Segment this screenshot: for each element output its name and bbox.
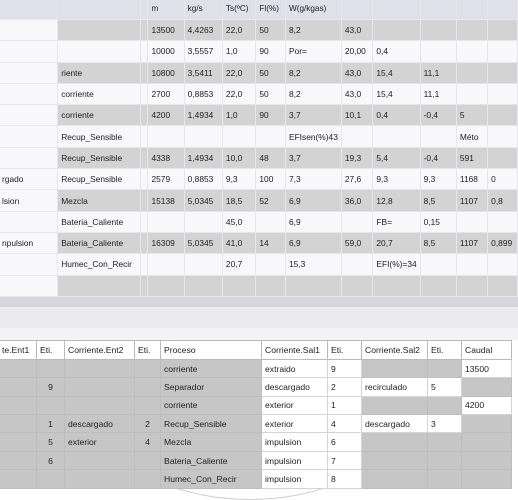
table-cell[interactable] bbox=[141, 190, 148, 211]
table-row[interactable] bbox=[0, 20, 518, 41]
table-cell[interactable]: 591 bbox=[456, 147, 487, 168]
table-cell[interactable]: Recup_Sensible bbox=[161, 415, 262, 433]
table-cell[interactable]: 6,9 bbox=[285, 211, 341, 232]
table-cell[interactable] bbox=[141, 41, 148, 62]
table-cell[interactable]: 3,5411 bbox=[184, 62, 222, 83]
table-cell[interactable] bbox=[135, 378, 161, 396]
table-cell[interactable]: lsion bbox=[0, 190, 58, 211]
table-cell[interactable] bbox=[184, 275, 222, 296]
table-cell[interactable] bbox=[362, 451, 428, 469]
table-cell[interactable] bbox=[0, 62, 58, 83]
table-cell[interactable] bbox=[462, 378, 512, 396]
table-cell[interactable] bbox=[0, 470, 37, 488]
column-header[interactable]: Corriente.Sal2 bbox=[362, 340, 428, 359]
table-cell[interactable] bbox=[256, 211, 286, 232]
table-cell[interactable]: 9,3 bbox=[222, 169, 255, 190]
table-cell[interactable]: Mezcla bbox=[58, 190, 141, 211]
table-cell[interactable]: 10000 bbox=[148, 41, 184, 62]
table-cell[interactable] bbox=[341, 126, 373, 147]
table-cell[interactable]: descargado bbox=[362, 415, 428, 433]
table-cell[interactable]: Recup_Sensible bbox=[58, 169, 141, 190]
table-cell[interactable]: EFI(%)=34 bbox=[373, 254, 420, 275]
column-header[interactable]: Ts(ºC) bbox=[222, 0, 255, 20]
table-cell[interactable] bbox=[488, 20, 518, 41]
table-cell[interactable] bbox=[256, 126, 286, 147]
table-cell[interactable]: exterior bbox=[262, 396, 328, 414]
table-cell[interactable]: Recup_Sensible bbox=[58, 147, 141, 168]
table-cell[interactable]: 1,4934 bbox=[184, 147, 222, 168]
table-cell[interactable]: 20,00 bbox=[341, 41, 373, 62]
table-cell[interactable] bbox=[65, 470, 135, 488]
table-cell[interactable]: 90 bbox=[256, 41, 286, 62]
table-cell[interactable]: 1,4934 bbox=[184, 105, 222, 126]
table-cell[interactable]: 4338 bbox=[148, 147, 184, 168]
table-cell[interactable] bbox=[362, 433, 428, 451]
table-cell[interactable]: Recup_Sensible bbox=[58, 126, 141, 147]
table-row[interactable] bbox=[0, 211, 518, 232]
table-cell[interactable]: 7 bbox=[328, 451, 362, 469]
table-cell[interactable] bbox=[456, 62, 487, 83]
table-cell[interactable]: 0 bbox=[488, 169, 518, 190]
table-cell[interactable] bbox=[488, 254, 518, 275]
table-cell[interactable]: 90 bbox=[256, 105, 286, 126]
table-cell[interactable]: 2 bbox=[328, 378, 362, 396]
table-cell[interactable] bbox=[341, 275, 373, 296]
column-header[interactable]: Caudal bbox=[462, 340, 512, 359]
table-cell[interactable] bbox=[462, 415, 512, 433]
table-cell[interactable]: 0,15 bbox=[420, 211, 456, 232]
table-row[interactable] bbox=[0, 378, 512, 396]
table-cell[interactable]: 3 bbox=[428, 415, 462, 433]
table-cell[interactable]: rgado bbox=[0, 169, 58, 190]
table-cell[interactable]: 4200 bbox=[148, 105, 184, 126]
table-cell[interactable] bbox=[362, 470, 428, 488]
table-cell[interactable] bbox=[0, 105, 58, 126]
table-cell[interactable]: 43,0 bbox=[341, 62, 373, 83]
table-cell[interactable] bbox=[285, 275, 341, 296]
table-cell[interactable]: 4 bbox=[135, 433, 161, 451]
table-row[interactable] bbox=[0, 105, 518, 126]
table-cell[interactable] bbox=[420, 41, 456, 62]
table-row[interactable] bbox=[0, 190, 518, 211]
column-header[interactable]: Corriente.Sal1 bbox=[262, 340, 328, 359]
table-cell[interactable]: 8,2 bbox=[285, 83, 341, 104]
table-cell[interactable]: 27,6 bbox=[341, 169, 373, 190]
table-cell[interactable]: impulsion bbox=[262, 451, 328, 469]
column-header[interactable] bbox=[488, 0, 518, 20]
table-row[interactable] bbox=[0, 232, 518, 253]
table-cell[interactable] bbox=[141, 275, 148, 296]
table-cell[interactable] bbox=[373, 20, 420, 41]
table-cell[interactable] bbox=[141, 232, 148, 253]
table-cell[interactable] bbox=[65, 378, 135, 396]
table-cell[interactable]: 59,0 bbox=[341, 232, 373, 253]
table-cell[interactable] bbox=[456, 211, 487, 232]
table-cell[interactable] bbox=[141, 20, 148, 41]
table-cell[interactable] bbox=[65, 396, 135, 414]
table-cell[interactable]: descargado bbox=[65, 415, 135, 433]
table-cell[interactable]: exterior bbox=[262, 415, 328, 433]
table-row[interactable] bbox=[0, 433, 512, 451]
table-cell[interactable]: corriente bbox=[161, 359, 262, 377]
column-header[interactable]: Proceso bbox=[161, 340, 262, 359]
table-cell[interactable]: impulsion bbox=[262, 470, 328, 488]
table-cell[interactable]: 20,7 bbox=[373, 232, 420, 253]
table-cell[interactable] bbox=[141, 126, 148, 147]
table-row[interactable] bbox=[0, 41, 518, 62]
column-header[interactable] bbox=[456, 0, 487, 20]
table-cell[interactable]: 5,0345 bbox=[184, 232, 222, 253]
table-cell[interactable] bbox=[135, 359, 161, 377]
table-cell[interactable]: 2579 bbox=[148, 169, 184, 190]
table-cell[interactable] bbox=[135, 470, 161, 488]
table-cell[interactable]: 9 bbox=[37, 378, 65, 396]
table-cell[interactable]: extraido bbox=[262, 359, 328, 377]
table-cell[interactable] bbox=[428, 470, 462, 488]
table-cell[interactable] bbox=[148, 275, 184, 296]
column-header[interactable]: te.Ent1 bbox=[0, 340, 37, 359]
table-cell[interactable]: 15,4 bbox=[373, 62, 420, 83]
table-cell[interactable] bbox=[222, 275, 255, 296]
table-row[interactable] bbox=[0, 147, 518, 168]
table-cell[interactable]: 0,899 bbox=[488, 232, 518, 253]
table-cell[interactable] bbox=[373, 126, 420, 147]
table-cell[interactable]: descargado bbox=[262, 378, 328, 396]
table-cell[interactable]: 22,0 bbox=[222, 20, 255, 41]
table-cell[interactable] bbox=[141, 169, 148, 190]
table-cell[interactable]: 1,0 bbox=[222, 105, 255, 126]
column-header[interactable] bbox=[373, 0, 420, 20]
table-cell[interactable] bbox=[420, 275, 456, 296]
table-cell[interactable]: 1107 bbox=[456, 190, 487, 211]
table-cell[interactable] bbox=[0, 359, 37, 377]
table-cell[interactable]: FB= bbox=[373, 211, 420, 232]
table-cell[interactable]: 5 bbox=[456, 105, 487, 126]
table-cell[interactable]: 18,5 bbox=[222, 190, 255, 211]
column-header[interactable]: kg/s bbox=[184, 0, 222, 20]
table-cell[interactable] bbox=[362, 396, 428, 414]
table-cell[interactable] bbox=[141, 254, 148, 275]
table-cell[interactable]: Bateria_Caliente bbox=[58, 232, 141, 253]
table-cell[interactable]: 4,4263 bbox=[184, 20, 222, 41]
table-cell[interactable] bbox=[65, 451, 135, 469]
table-cell[interactable] bbox=[184, 254, 222, 275]
table-cell[interactable] bbox=[256, 254, 286, 275]
table-cell[interactable] bbox=[362, 359, 428, 377]
horizontal-scrollbar[interactable] bbox=[0, 298, 518, 307]
table-cell[interactable]: 5 bbox=[37, 433, 65, 451]
table-cell[interactable]: 0,8853 bbox=[184, 83, 222, 104]
table-cell[interactable]: 6,9 bbox=[285, 232, 341, 253]
table-cell[interactable] bbox=[0, 275, 58, 296]
table-cell[interactable] bbox=[141, 147, 148, 168]
table-cell[interactable] bbox=[0, 211, 58, 232]
column-header[interactable]: Corriente.Ent2 bbox=[65, 340, 135, 359]
table-cell[interactable] bbox=[135, 396, 161, 414]
splitter-panel[interactable] bbox=[0, 297, 518, 328]
table-row[interactable] bbox=[0, 254, 518, 275]
table-cell[interactable]: 1 bbox=[37, 415, 65, 433]
table-cell[interactable] bbox=[488, 126, 518, 147]
results-header-row bbox=[0, 0, 518, 20]
column-header[interactable]: Eti. bbox=[428, 340, 462, 359]
table-row[interactable] bbox=[0, 451, 512, 469]
table-cell[interactable]: 0,8 bbox=[488, 190, 518, 211]
table-cell[interactable] bbox=[341, 211, 373, 232]
table-row[interactable] bbox=[0, 62, 518, 83]
table-cell[interactable]: 15,3 bbox=[285, 254, 341, 275]
table-row[interactable] bbox=[0, 126, 518, 147]
table-cell[interactable] bbox=[428, 433, 462, 451]
table-cell[interactable]: 20,7 bbox=[222, 254, 255, 275]
table-row[interactable] bbox=[0, 169, 518, 190]
table-row[interactable] bbox=[0, 415, 512, 433]
column-header[interactable] bbox=[58, 0, 141, 20]
table-cell[interactable] bbox=[141, 83, 148, 104]
column-header[interactable]: m bbox=[148, 0, 184, 20]
table-cell[interactable]: 4200 bbox=[462, 396, 512, 414]
table-cell[interactable] bbox=[428, 359, 462, 377]
table-cell[interactable]: 12,8 bbox=[373, 190, 420, 211]
table-cell[interactable]: 11,1 bbox=[420, 62, 456, 83]
table-cell[interactable] bbox=[0, 433, 37, 451]
table-row[interactable] bbox=[0, 470, 512, 488]
table-cell[interactable]: 6,9 bbox=[285, 190, 341, 211]
table-cell[interactable]: 2700 bbox=[148, 83, 184, 104]
table-cell[interactable] bbox=[428, 396, 462, 414]
table-cell[interactable] bbox=[373, 275, 420, 296]
table-cell[interactable] bbox=[37, 396, 65, 414]
table-cell[interactable] bbox=[420, 20, 456, 41]
table-cell[interactable]: 7,3 bbox=[285, 169, 341, 190]
table-cell[interactable] bbox=[341, 254, 373, 275]
table-cell[interactable]: 6 bbox=[37, 451, 65, 469]
table-cell[interactable]: 3,7 bbox=[285, 105, 341, 126]
table-cell[interactable]: 8,2 bbox=[285, 62, 341, 83]
table-cell[interactable]: 50 bbox=[256, 62, 286, 83]
table-cell[interactable]: 3,7 bbox=[285, 147, 341, 168]
table-cell[interactable]: 19,3 bbox=[341, 147, 373, 168]
table-cell[interactable]: 3,5557 bbox=[184, 41, 222, 62]
table-cell[interactable]: 0,4 bbox=[373, 105, 420, 126]
column-header[interactable]: Eti. bbox=[135, 340, 161, 359]
column-header[interactable] bbox=[341, 0, 373, 20]
table-cell[interactable]: 50 bbox=[256, 83, 286, 104]
table-cell[interactable]: 10,0 bbox=[222, 147, 255, 168]
table-cell[interactable]: 14 bbox=[256, 232, 286, 253]
table-cell[interactable]: 2 bbox=[135, 415, 161, 433]
table-cell[interactable]: 22,0 bbox=[222, 83, 255, 104]
table-cell[interactable]: 48 bbox=[256, 147, 286, 168]
table-cell[interactable]: 1168 bbox=[456, 169, 487, 190]
table-cell[interactable]: 100 bbox=[256, 169, 286, 190]
table-cell[interactable]: 11,1 bbox=[420, 83, 456, 104]
table-cell[interactable] bbox=[462, 470, 512, 488]
table-cell[interactable] bbox=[488, 105, 518, 126]
panel-gap bbox=[0, 328, 518, 340]
table-cell[interactable] bbox=[420, 254, 456, 275]
table-cell[interactable] bbox=[456, 275, 487, 296]
table-cell[interactable] bbox=[488, 62, 518, 83]
table-row[interactable] bbox=[0, 359, 512, 377]
table-cell[interactable]: 13500 bbox=[462, 359, 512, 377]
table-cell[interactable]: 8,2 bbox=[285, 20, 341, 41]
table-cell[interactable] bbox=[0, 378, 37, 396]
table-cell[interactable] bbox=[0, 396, 37, 414]
table-row[interactable] bbox=[0, 396, 512, 414]
table-cell[interactable] bbox=[256, 275, 286, 296]
table-cell[interactable] bbox=[184, 126, 222, 147]
table-cell[interactable]: 16309 bbox=[148, 232, 184, 253]
table-cell[interactable]: 8 bbox=[328, 470, 362, 488]
process-connections-table bbox=[0, 340, 512, 489]
table-cell[interactable]: exterior bbox=[65, 433, 135, 451]
table-cell[interactable] bbox=[462, 451, 512, 469]
table-cell[interactable]: 52 bbox=[256, 190, 286, 211]
table-cell[interactable] bbox=[0, 147, 58, 168]
table-cell[interactable] bbox=[456, 20, 487, 41]
table-cell[interactable] bbox=[148, 254, 184, 275]
table-cell[interactable]: 43,0 bbox=[341, 20, 373, 41]
table-cell[interactable] bbox=[141, 105, 148, 126]
table-cell[interactable]: 50 bbox=[256, 20, 286, 41]
table-cell[interactable]: corriente bbox=[58, 83, 141, 104]
table-cell[interactable] bbox=[428, 451, 462, 469]
table-cell[interactable]: Méto bbox=[456, 126, 487, 147]
table-cell[interactable]: 1,0 bbox=[222, 41, 255, 62]
table-cell[interactable]: 0,4 bbox=[373, 41, 420, 62]
table-cell[interactable]: Bateria_Caliente bbox=[58, 211, 141, 232]
table-cell[interactable]: Humec_Con_Recir bbox=[161, 470, 262, 488]
table-cell[interactable]: 6 bbox=[328, 433, 362, 451]
table-cell[interactable] bbox=[58, 20, 141, 41]
table-cell[interactable]: EFIsen(%)43 bbox=[285, 126, 341, 147]
connections-header-row bbox=[0, 340, 512, 359]
table-cell[interactable] bbox=[488, 147, 518, 168]
table-cell[interactable]: 4 bbox=[328, 415, 362, 433]
table-cell[interactable] bbox=[65, 359, 135, 377]
table-cell[interactable]: corriente bbox=[161, 396, 262, 414]
table-cell[interactable]: 8,5 bbox=[420, 232, 456, 253]
column-header[interactable] bbox=[141, 0, 148, 20]
table-cell[interactable] bbox=[0, 415, 37, 433]
table-cell[interactable]: Separador bbox=[161, 378, 262, 396]
column-header[interactable]: Fl(%) bbox=[256, 0, 286, 20]
table-cell[interactable] bbox=[0, 83, 58, 104]
table-cell[interactable]: 45,0 bbox=[222, 211, 255, 232]
table-cell[interactable] bbox=[184, 211, 222, 232]
table-cell[interactable] bbox=[37, 470, 65, 488]
table-cell[interactable] bbox=[58, 41, 141, 62]
table-cell[interactable] bbox=[456, 83, 487, 104]
table-row[interactable] bbox=[0, 275, 518, 296]
table-cell[interactable]: riente bbox=[58, 62, 141, 83]
table-cell[interactable] bbox=[135, 451, 161, 469]
table-cell[interactable] bbox=[37, 359, 65, 377]
table-cell[interactable]: corriente bbox=[58, 105, 141, 126]
table-cell[interactable]: impulsion bbox=[262, 433, 328, 451]
table-cell[interactable]: 1 bbox=[328, 396, 362, 414]
table-cell[interactable] bbox=[462, 433, 512, 451]
table-cell[interactable] bbox=[456, 254, 487, 275]
table-cell[interactable]: 1107 bbox=[456, 232, 487, 253]
table-cell[interactable]: 10800 bbox=[148, 62, 184, 83]
table-cell[interactable]: 5 bbox=[428, 378, 462, 396]
table-cell[interactable]: Bateria_Caliente bbox=[161, 451, 262, 469]
table-cell[interactable] bbox=[141, 62, 148, 83]
table-cell[interactable]: npulsion bbox=[0, 232, 58, 253]
table-cell[interactable] bbox=[420, 126, 456, 147]
table-cell[interactable]: 9 bbox=[328, 359, 362, 377]
table-cell[interactable]: 0,8853 bbox=[184, 169, 222, 190]
column-header[interactable]: Eti. bbox=[328, 340, 362, 359]
column-header[interactable]: W(g/kgas) bbox=[285, 0, 341, 20]
column-header[interactable] bbox=[0, 0, 58, 20]
table-cell[interactable]: -0,4 bbox=[420, 147, 456, 168]
table-cell[interactable]: 10,1 bbox=[341, 105, 373, 126]
column-header[interactable]: Eti. bbox=[37, 340, 65, 359]
table-cell[interactable] bbox=[0, 41, 58, 62]
table-cell[interactable]: 43,0 bbox=[341, 83, 373, 104]
table-cell[interactable] bbox=[488, 83, 518, 104]
table-cell[interactable] bbox=[488, 275, 518, 296]
table-cell[interactable]: 15,4 bbox=[373, 83, 420, 104]
table-cell[interactable]: 15138 bbox=[148, 190, 184, 211]
table-cell[interactable]: 13500 bbox=[148, 20, 184, 41]
table-cell[interactable] bbox=[456, 41, 487, 62]
table-cell[interactable]: Humec_Con_Recir bbox=[58, 254, 141, 275]
table-cell[interactable] bbox=[0, 254, 58, 275]
table-cell[interactable] bbox=[488, 41, 518, 62]
table-cell[interactable]: Mezcla bbox=[161, 433, 262, 451]
table-cell[interactable]: 8,5 bbox=[420, 190, 456, 211]
table-cell[interactable] bbox=[58, 275, 141, 296]
table-cell[interactable]: 22,0 bbox=[222, 62, 255, 83]
table-cell[interactable] bbox=[488, 211, 518, 232]
table-cell[interactable]: recirculado bbox=[362, 378, 428, 396]
table-cell[interactable] bbox=[141, 211, 148, 232]
table-cell[interactable]: 5,4 bbox=[373, 147, 420, 168]
table-cell[interactable] bbox=[148, 126, 184, 147]
table-row[interactable] bbox=[0, 83, 518, 104]
column-header[interactable] bbox=[420, 0, 456, 20]
table-cell[interactable]: 36,0 bbox=[341, 190, 373, 211]
table-cell[interactable] bbox=[0, 20, 58, 41]
table-cell[interactable]: 5,0345 bbox=[184, 190, 222, 211]
table-cell[interactable]: 9,3 bbox=[420, 169, 456, 190]
table-cell[interactable]: 9,3 bbox=[373, 169, 420, 190]
table-cell[interactable]: -0,4 bbox=[420, 105, 456, 126]
table-cell[interactable] bbox=[222, 126, 255, 147]
table-cell[interactable] bbox=[148, 211, 184, 232]
table-cell[interactable] bbox=[0, 451, 37, 469]
table-cell[interactable]: 41,0 bbox=[222, 232, 255, 253]
table-cell[interactable] bbox=[0, 126, 58, 147]
table-cell[interactable]: Por= bbox=[285, 41, 341, 62]
